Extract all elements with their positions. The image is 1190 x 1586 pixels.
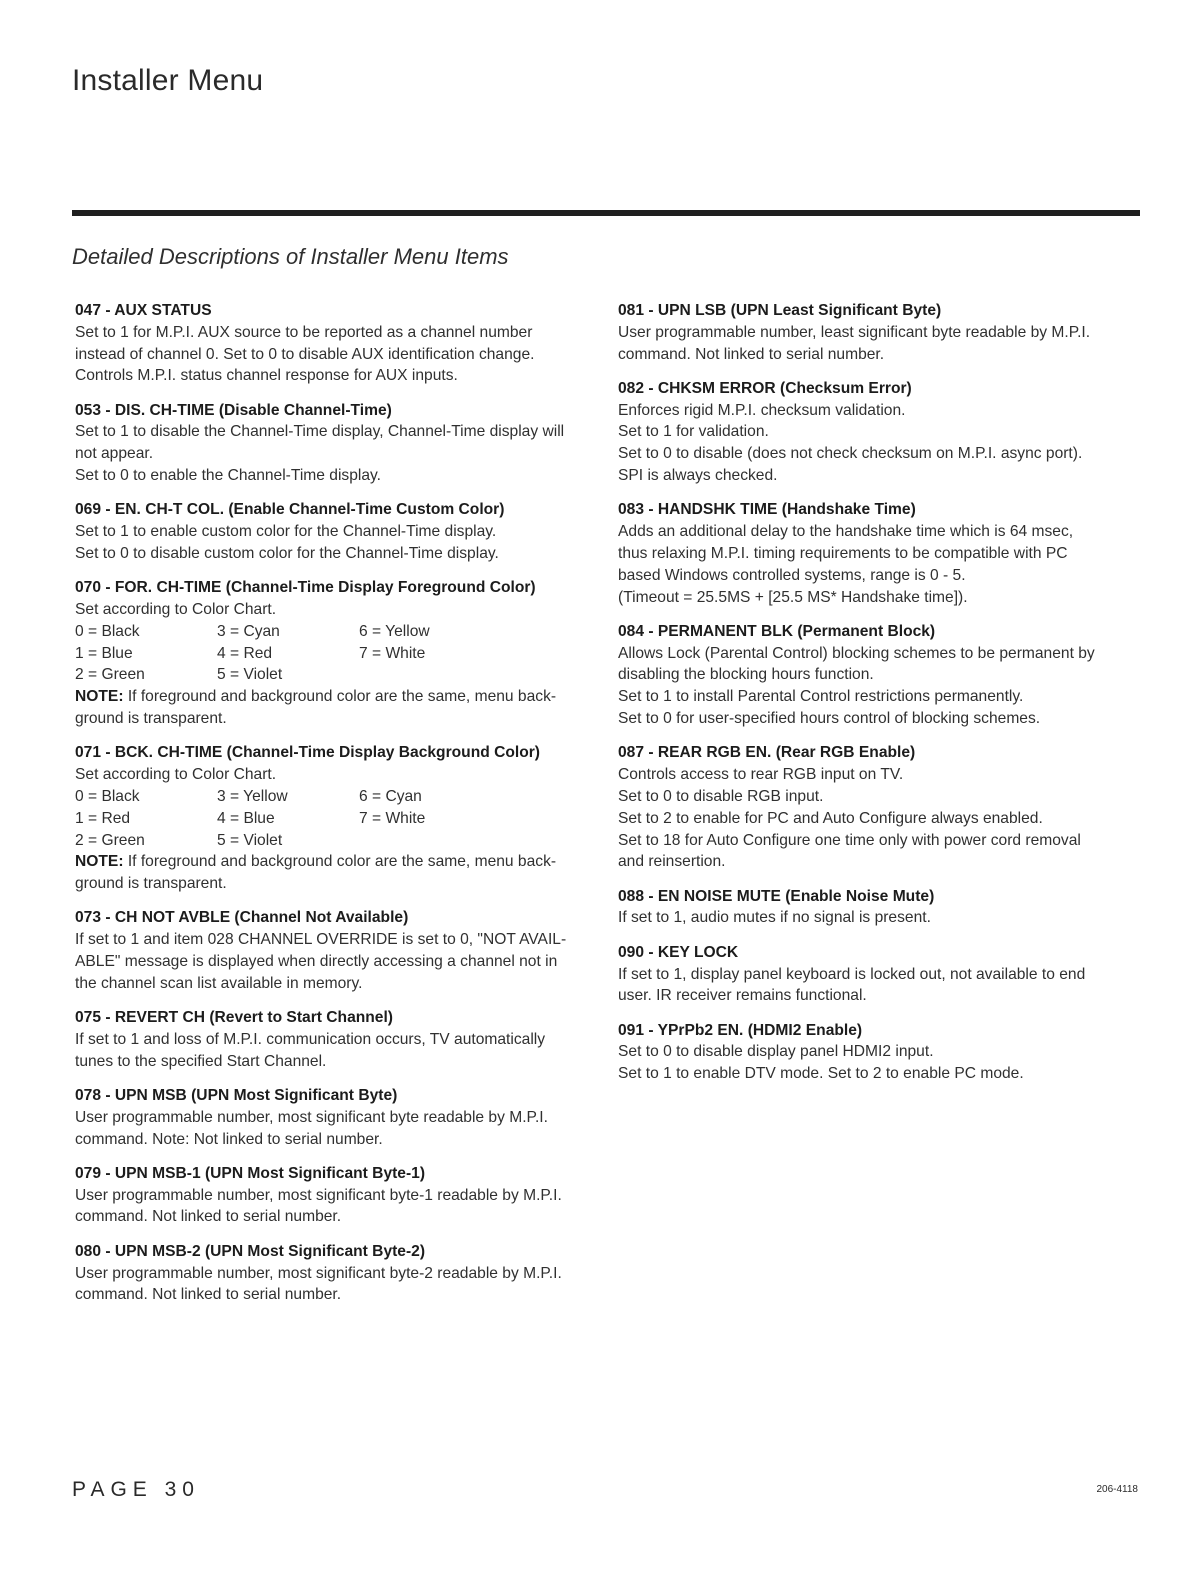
menu-item-block (75, 1007, 595, 1072)
description-line: Set to 1 to disable the Channel-Time display, Channel-Time display will (75, 423, 565, 441)
description-line: User programmable number, most significant byte-1 readable by M.P.I. (75, 1186, 562, 1204)
menu-item-heading: 080 - UPN MSB-2 (UPN Most Significant Byte-2) (75, 1242, 426, 1260)
description-line: disabling the blocking hours function. (618, 666, 874, 684)
menu-item-block (618, 1020, 1138, 1085)
menu-item-block (75, 907, 595, 994)
description-line: Set to 0 for user-specified hours control of blocking schemes. (618, 710, 1041, 728)
description-line: tunes to the specified Start Channel. (75, 1052, 327, 1070)
menu-item-heading: 091 - YPrPb2 EN. (HDMI2 Enable) (618, 1021, 863, 1039)
menu-item-block (618, 886, 1138, 930)
note-line (75, 686, 595, 708)
description-line: based Windows controlled systems, range is 0 - 5. (618, 566, 966, 584)
description-line: If set to 1, display panel keyboard is locked out, not available to end (618, 965, 1086, 983)
description-line: Set to 1 to enable custom color for the Channel-Time display. (75, 523, 497, 541)
menu-item-heading: 079 - UPN MSB-1 (UPN Most Significant Byte-1) (75, 1164, 426, 1182)
description-line: If set to 1 and loss of M.P.I. communication occurs, TV automatically (75, 1030, 546, 1048)
menu-item-heading: 081 - UPN LSB (UPN Least Significant Byte) (618, 302, 942, 319)
header-divider (72, 210, 1140, 216)
color-chart-cell: 6 = Cyan (359, 787, 422, 805)
description-line: User programmable number, most significant byte-2 readable by M.P.I. (75, 1264, 562, 1282)
note-line (75, 851, 595, 873)
description-line: User programmable number, least significant byte readable by M.P.I. (618, 323, 1091, 341)
description-line: User programmable number, most significant byte readable by M.P.I. (75, 1108, 548, 1126)
page-title: Installer Menu (72, 64, 264, 97)
description-line: (Timeout = 25.5MS + [25.5 MS* Handshake time]). (618, 588, 968, 606)
color-chart-cell: 1 = Blue (75, 644, 133, 662)
description-line: Set to 0 to enable the Channel-Time display. (75, 467, 381, 485)
description-line: not appear. (75, 445, 154, 463)
menu-item-block (75, 577, 595, 730)
description-line: and reinsertion. (618, 853, 726, 871)
page-number: PAGE 30 (72, 1478, 200, 1501)
color-chart (75, 621, 595, 686)
menu-item-block (75, 1085, 595, 1150)
color-chart-cell: 7 = White (359, 644, 426, 662)
menu-item-block (75, 1241, 595, 1306)
menu-item-block (75, 1163, 595, 1228)
color-chart-cell: 4 = Red (217, 644, 273, 662)
color-chart-cell: 1 = Red (75, 809, 131, 827)
description-line: the channel scan list available in memory. (75, 974, 363, 992)
menu-item-block (618, 621, 1138, 730)
menu-item-block (618, 742, 1138, 873)
left-column (75, 300, 595, 1319)
description-line: Allows Lock (Parental Control) blocking schemes to be permanent by (618, 644, 1095, 662)
description-line: If set to 1, audio mutes if no signal is present. (618, 909, 931, 927)
description-line: Set according to Color Chart. (75, 766, 277, 784)
note-label: NOTE: (75, 853, 124, 871)
color-chart-row (75, 664, 595, 686)
note-label: NOTE: (75, 688, 124, 706)
color-chart-cell: 5 = Violet (217, 666, 283, 684)
description-line: ABLE" message is displayed when directly accessing a channel not in (75, 953, 558, 971)
color-chart-cell: 3 = Cyan (217, 622, 280, 640)
menu-item-block (75, 742, 595, 895)
menu-item-heading: 090 - KEY LOCK (618, 943, 739, 961)
document-code: 206-4118 (1096, 1484, 1138, 1495)
color-chart-cell: 7 = White (359, 809, 426, 827)
note-text: If foreground and background color are the same, menu back- (123, 688, 557, 706)
description-line: Set to 1 to enable DTV mode. Set to 2 to enable PC mode. (618, 1065, 1024, 1083)
description-line: Set to 0 to disable custom color for the Channel-Time display. (75, 544, 499, 562)
menu-item-heading: 073 - CH NOT AVBLE (Channel Not Available) (75, 909, 409, 927)
menu-item-heading: 070 - FOR. CH-TIME (Channel-Time Display Foreground Color) (75, 579, 536, 597)
description-line: Set to 1 to install Parental Control restrictions permanently. (618, 688, 1024, 706)
menu-item-heading: 071 - BCK. CH-TIME (Channel-Time Display Background Color) (75, 744, 540, 762)
description-line: If set to 1 and item 028 CHANNEL OVERRIDE is set to 0, "NOT AVAIL- (75, 931, 567, 949)
color-chart-row (75, 621, 595, 643)
description-line: Set according to Color Chart. (75, 601, 277, 619)
color-chart-row (75, 808, 595, 830)
menu-item-block (618, 942, 1138, 1007)
menu-item-block (618, 378, 1138, 487)
color-chart-row (75, 786, 595, 808)
description-line: thus relaxing M.P.I. timing requirements to be compatible with PC (618, 544, 1068, 562)
menu-item-heading: 069 - EN. CH-T COL. (Enable Channel-Time Custom Color) (75, 501, 505, 519)
description-line: Controls M.P.I. status channel response for AUX inputs. (75, 367, 458, 385)
description-line: Set to 1 for M.P.I. AUX source to be reported as a channel number (75, 323, 533, 341)
menu-item-heading: 053 - DIS. CH-TIME (Disable Channel-Time) (75, 401, 392, 419)
color-chart-row (75, 643, 595, 665)
note-text: If foreground and background color are the same, menu back- (123, 853, 557, 871)
color-chart-cell: 6 = Yellow (359, 622, 430, 640)
menu-item-block (618, 300, 1138, 365)
menu-item-heading: 087 - REAR RGB EN. (Rear RGB Enable) (618, 744, 916, 762)
menu-item-heading: 047 - AUX STATUS (75, 302, 212, 319)
description-line: command. Not linked to serial number. (618, 345, 885, 363)
description-line: Controls access to rear RGB input on TV. (618, 766, 904, 784)
description-line: Set to 2 to enable for PC and Auto Configure always enabled. (618, 809, 1043, 827)
color-chart-cell: 2 = Green (75, 666, 145, 684)
menu-item-heading: 083 - HANDSHK TIME (Handshake Time) (618, 501, 916, 519)
menu-item-block (75, 300, 595, 387)
description-line: command. Not linked to serial number. (75, 1286, 342, 1304)
menu-item-heading: 084 - PERMANENT BLK (Permanent Block) (618, 622, 936, 640)
description-line: Adds an additional delay to the handshake time which is 64 msec, (618, 523, 1074, 541)
color-chart-row (75, 830, 595, 852)
right-column (618, 300, 1138, 1098)
description-line: Set to 0 to disable display panel HDMI2 input. (618, 1043, 934, 1061)
color-chart-cell: 5 = Violet (217, 831, 283, 849)
description-line: instead of channel 0. Set to 0 to disable AUX identification change. (75, 345, 535, 363)
menu-item-block (75, 499, 595, 564)
description-line: command. Note: Not linked to serial number. (75, 1130, 383, 1148)
description-line: Set to 1 for validation. (618, 423, 769, 441)
menu-item-heading: 078 - UPN MSB (UPN Most Significant Byte) (75, 1087, 398, 1104)
description-line: command. Not linked to serial number. (75, 1208, 342, 1226)
color-chart-cell: 2 = Green (75, 831, 145, 849)
description-line: Enforces rigid M.P.I. checksum validation. (618, 401, 906, 419)
color-chart (75, 786, 595, 851)
description-line: Set to 18 for Auto Configure one time only with power cord removal (618, 831, 1081, 849)
menu-item-heading: 082 - CHKSM ERROR (Checksum Error) (618, 379, 912, 397)
color-chart-cell: 0 = Black (75, 787, 140, 805)
description-line: Set to 0 to disable RGB input. (618, 787, 824, 805)
menu-item-block (618, 499, 1138, 608)
menu-item-heading: 088 - EN NOISE MUTE (Enable Noise Mute) (618, 887, 935, 905)
color-chart-cell: 3 = Yellow (217, 787, 288, 805)
color-chart-cell: 4 = Blue (217, 809, 275, 827)
description-line: user. IR receiver remains functional. (618, 987, 867, 1005)
description-line: Set to 0 to disable (does not check checksum on M.P.I. async port). (618, 445, 1083, 463)
note-line: ground is transparent. (75, 710, 227, 728)
description-line: SPI is always checked. (618, 467, 778, 485)
note-line: ground is transparent. (75, 875, 227, 893)
color-chart-cell: 0 = Black (75, 622, 140, 640)
menu-item-heading: 075 - REVERT CH (Revert to Start Channel) (75, 1009, 393, 1027)
section-title: Detailed Descriptions of Installer Menu Items (72, 244, 509, 269)
menu-item-block (75, 400, 595, 487)
